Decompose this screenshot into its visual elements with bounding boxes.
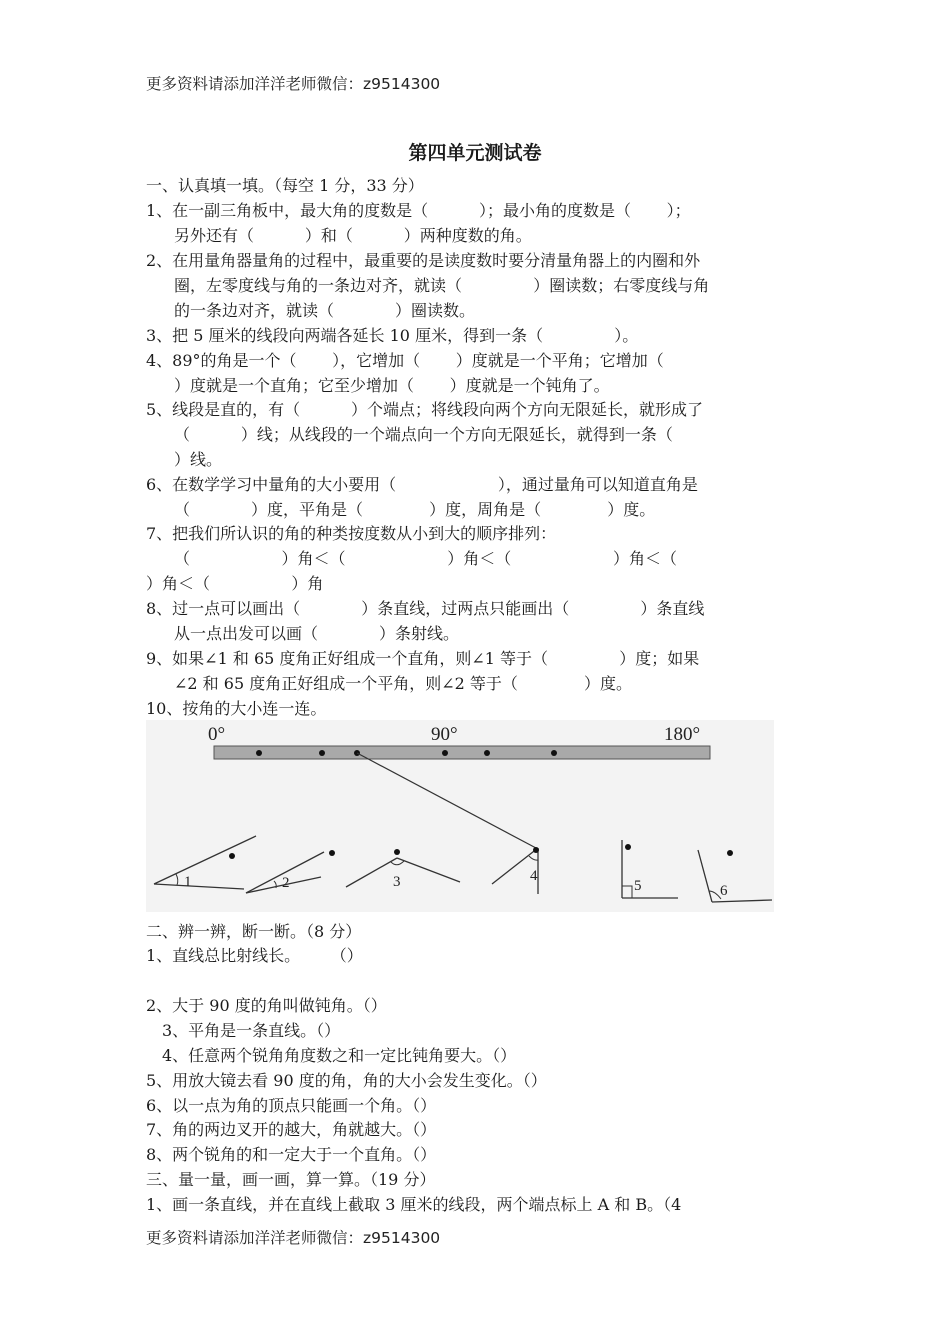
q6-line: （ ）度，平角是（ ）度，周角是（ ）度。 — [174, 500, 656, 519]
q8-line: 8、过一点可以画出（ ）条直线，过两点只能画出（ ）条直线 — [146, 599, 705, 618]
q5-line: 5、线段是直的，有（ ）个端点；将线段向两个方向无限延长，就形成了 — [146, 400, 704, 419]
q7-line: ）角＜（ ）角 — [146, 574, 324, 593]
angle-label-2: 2 — [282, 875, 290, 891]
section3-heading: 三、量一量，画一画，算一算。（19 分） — [146, 1170, 436, 1189]
section2-heading: 二、辨一辨，断一断。（8 分） — [146, 922, 362, 941]
angle-label-6: 6 — [720, 883, 728, 899]
judge-item: 7、角的两边叉开的越大，角就越大。（） — [146, 1120, 437, 1139]
q4-line: 4、89°的角是一个（ ），它增加（ ）度就是一个平角；它增加（ — [146, 351, 664, 370]
scale-label-90: 90° — [431, 724, 458, 745]
q5-line: ）线。 — [174, 450, 223, 469]
q7-line: 7、把我们所认识的角的种类按度数从小到大的顺序排列： — [146, 524, 557, 543]
degree-scale-bar — [214, 746, 710, 759]
judge-item: 4、任意两个锐角角度数之和一定比钝角要大。（） — [162, 1046, 517, 1065]
header-note: 更多资料请添加洋洋老师微信：z9514300 — [146, 75, 441, 93]
angle-label-5: 5 — [634, 878, 642, 894]
section1-heading: 一、认真填一填。（每空 1 分，33 分） — [146, 176, 424, 195]
scale-dot — [319, 750, 325, 756]
scale-dot — [442, 750, 448, 756]
q6-line: 6、在数学学习中量角的大小要用（ ），通过量角可以知道直角是 — [146, 475, 698, 494]
q10-line: 10、按角的大小连一连。 — [146, 699, 327, 718]
q8-line: 从一点出发可以画（ ）条射线。 — [174, 624, 460, 643]
angle-label-4: 4 — [530, 868, 538, 884]
judge-item: 1、直线总比射线长。 （） — [146, 946, 363, 965]
scale-dot — [484, 750, 490, 756]
angle-matching-figure — [146, 720, 774, 912]
q5-line: （ ）线；从线段的一个端点向一个方向无限延长，就得到一条（ — [174, 425, 673, 444]
q3-line: 3、把 5 厘米的线段向两端各延长 10 厘米，得到一条（ ）。 — [146, 326, 639, 345]
judge-item: 6、以一点为角的顶点只能画一个角。（） — [146, 1096, 437, 1115]
q9-line: ∠2 和 65 度角正好组成一个平角，则∠2 等于（ ）度。 — [174, 674, 632, 693]
q4-line: ）度就是一个直角；它至少增加（ ）度就是一个钝角了。 — [174, 376, 610, 395]
angle-label-1: 1 — [184, 874, 192, 890]
scale-dot — [551, 750, 557, 756]
q9-line: 9、如果∠1 和 65 度角正好组成一个直角，则∠1 等于（ ）度；如果 — [146, 649, 700, 668]
q2-line: 圈，左零度线与角的一条边对齐，就读（ ）圈读数；右零度线与角 — [174, 276, 710, 295]
scale-label-0: 0° — [208, 724, 226, 745]
judge-item: 2、大于 90 度的角叫做钝角。（） — [146, 996, 387, 1015]
scale-label-180: 180° — [664, 724, 701, 745]
q7-line: （ ）角＜（ ）角＜（ ）角＜（ — [174, 549, 677, 568]
page-title: 第四单元测试卷 — [408, 142, 542, 164]
judge-item: 3、平角是一条直线。（） — [162, 1021, 341, 1040]
q1-line: 另外还有（ ）和（ ）两种度数的角。 — [174, 226, 532, 245]
footer-note: 更多资料请添加洋洋老师微信：z9514300 — [146, 1229, 441, 1247]
s3-q1-line: 1、画一条直线，并在直线上截取 3 厘米的线段，两个端点标上 A 和 B。（4 — [146, 1195, 682, 1214]
q2-line: 2、在用量角器量角的过程中，最重要的是读度数时要分清量角器上的内圈和外 — [146, 251, 701, 270]
q1-line: 1、在一副三角板中，最大角的度数是（ ）；最小角的度数是（ ）； — [146, 201, 691, 220]
angle-label-3: 3 — [393, 874, 401, 890]
judge-item: 5、用放大镜去看 90 度的角，角的大小会发生变化。（） — [146, 1071, 547, 1090]
q2-line: 的一条边对齐，就读（ ）圈读数。 — [174, 301, 476, 320]
scale-dot — [256, 750, 262, 756]
judge-item: 8、两个锐角的和一定大于一个直角。（） — [146, 1145, 437, 1164]
